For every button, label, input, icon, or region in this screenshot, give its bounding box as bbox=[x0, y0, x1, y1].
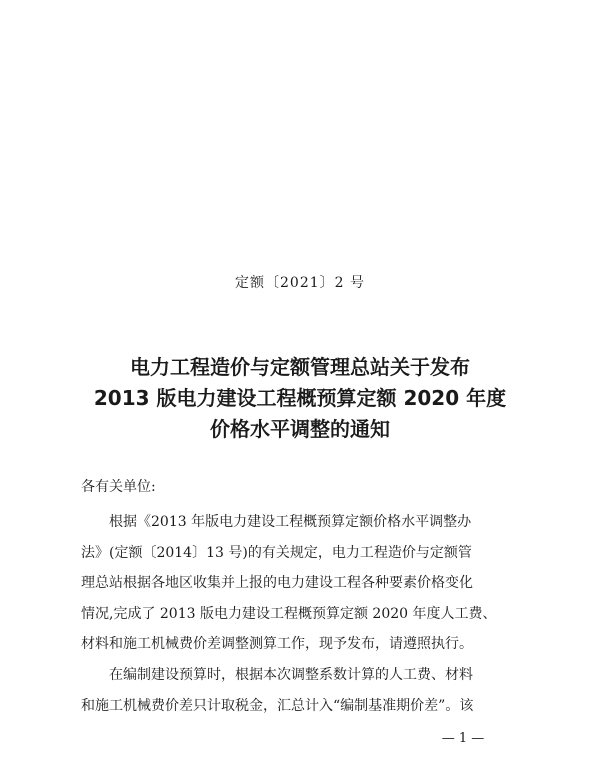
title-line-3: 价格水平调整的通知 bbox=[210, 417, 390, 441]
document-title bbox=[0, 352, 600, 445]
paragraph-line: 材料和施工机械费价差调整测算工作，现予发布，请遵照执行。 bbox=[81, 636, 473, 652]
paragraph-line: 在编制建设预算时，根据本次调整系数计算的人工费、材料 bbox=[109, 667, 473, 683]
paragraph-line: 情况,完成了 2013 版电力建设工程概预算定额 2020 年度人工费、 bbox=[81, 605, 497, 622]
document-number: 定额〔2021〕2 号 bbox=[235, 275, 365, 291]
paragraph-line: 法》(定额〔2014〕13 号)的有关规定，电力工程造价与定额管 bbox=[81, 544, 472, 561]
salutation: 各有关单位: bbox=[81, 479, 156, 495]
page-number: — 1 — bbox=[441, 731, 485, 746]
paragraph-2 bbox=[81, 660, 521, 721]
paragraph-line: 和施工机械费价差只计取税金，汇总计入“编制基准期价差”。该 bbox=[81, 697, 474, 714]
paragraph-1 bbox=[81, 507, 521, 660]
paragraph-line: 理总站根据各地区收集并上报的电力建设工程各种要素价格变化 bbox=[81, 575, 473, 591]
title-line-1: 电力工程造价与定额管理总站关于发布 bbox=[130, 355, 470, 379]
title-line-2: 2013 版电力建设工程概预算定额 2020 年度 bbox=[93, 386, 507, 410]
paragraph-line: 根据《2013 年版电力建设工程概预算定额价格水平调整办 bbox=[109, 514, 472, 530]
